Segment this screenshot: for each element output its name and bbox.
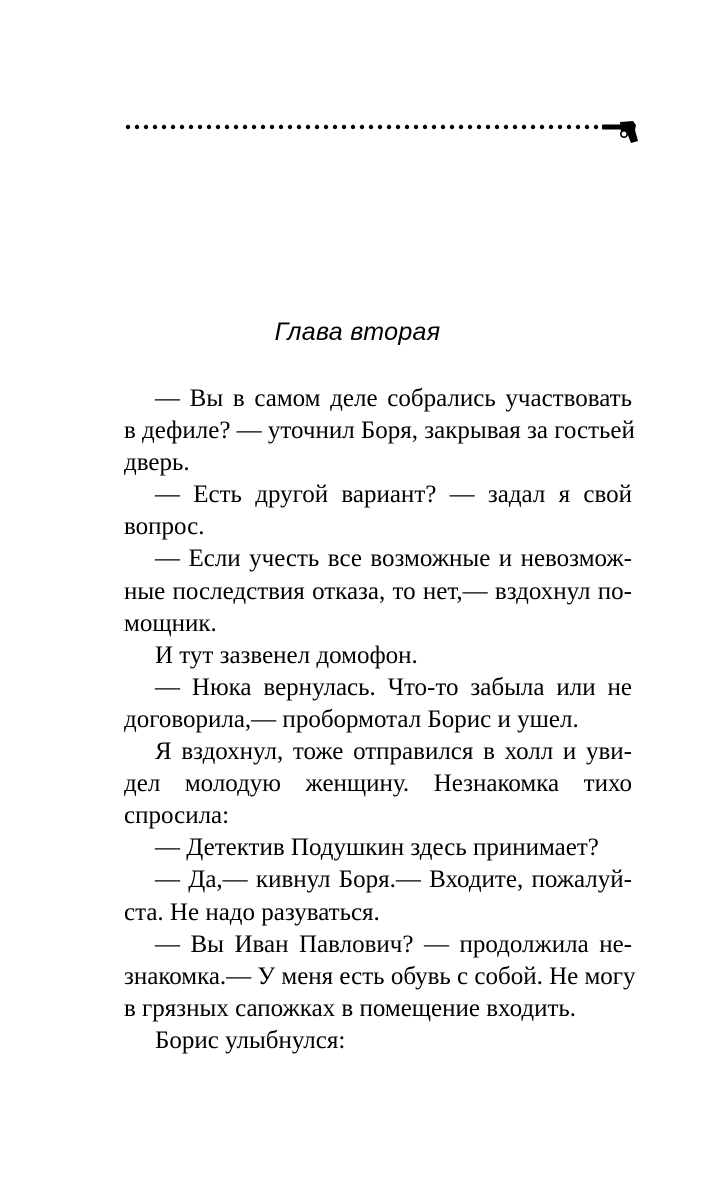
text-line: дел молодую женщину. Незнакомка тихо bbox=[124, 770, 632, 798]
dotted-rule bbox=[126, 125, 598, 129]
text-line: Борис улыбнулся: bbox=[155, 1026, 346, 1054]
text-line: И тут зазвенел домофон. bbox=[155, 641, 418, 669]
text-line: Я вздохнул, тоже отправился в холл и уви- bbox=[155, 738, 632, 766]
header-ornament bbox=[124, 116, 644, 146]
text-line: ные последствия отказа, то нет,— вздохнул по- bbox=[124, 577, 632, 605]
text-line: — Вы в самом деле собрались участвовать bbox=[155, 385, 632, 412]
text-line: — Вы Иван Павлович? — продолжила не- bbox=[155, 930, 632, 958]
text-line: — Есть другой вариант? — задал я свой bbox=[155, 481, 632, 509]
text-line: — Если учесть все возможные и невозмож- bbox=[155, 545, 632, 573]
chapter-text bbox=[124, 383, 636, 1057]
chapter-title: Глава вторая bbox=[274, 318, 441, 346]
text-line: — Да,— кивнул Боря.— Входите, пожалуй- bbox=[155, 866, 632, 894]
text-line: договорила,— пробормотал Борис и ушел. bbox=[124, 705, 579, 733]
text-line: дверь. bbox=[124, 449, 190, 477]
text-line: мощник. bbox=[124, 609, 217, 637]
text-line: знакомка.— У меня есть обувь с собой. Не могу bbox=[124, 962, 636, 990]
text-line: в грязных сапожках в помещение входить. bbox=[124, 994, 577, 1022]
revolver-icon bbox=[602, 121, 638, 143]
text-line: ста. Не надо разуваться. bbox=[124, 898, 380, 926]
text-line: вопрос. bbox=[124, 513, 205, 541]
text-line: — Нюка вернулась. Что-то забыла или не bbox=[155, 673, 632, 701]
text-line: спросила: bbox=[124, 802, 230, 830]
text-line: — Детектив Подушкин здесь принимает? bbox=[155, 834, 599, 862]
text-line: в дефиле? — уточнил Боря, закрывая за гостьей bbox=[124, 417, 635, 445]
